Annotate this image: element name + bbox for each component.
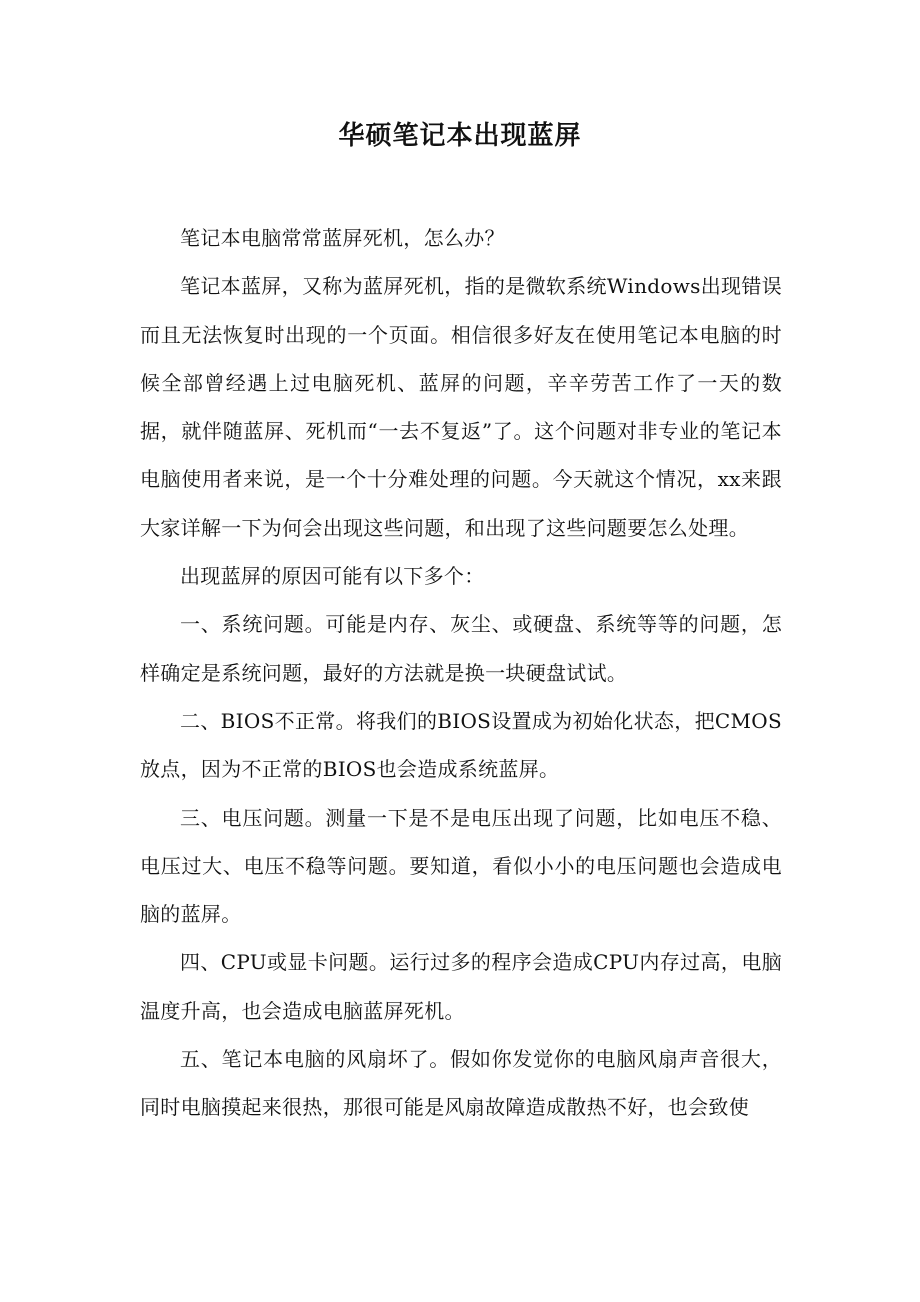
paragraph-cause-cpu-gpu: 四、CPU或显卡问题。运行过多的程序会造成CPU内存过高，电脑温度升高，也会造成电脑蓝屏死机。	[140, 950, 782, 1023]
paragraph-question: 笔记本电脑常常蓝屏死机，怎么办？	[180, 226, 505, 250]
paragraph-causes-heading: 出现蓝屏的原因可能有以下多个：	[180, 564, 485, 589]
paragraph-cause-fan: 五、笔记本电脑的风扇坏了。假如你发觉你的电脑风扇声音很大，同时电脑摸起来很热，那很可能是风扇故障造成散热不好，也会致使	[140, 1047, 782, 1120]
document-title: 华硕笔记本出现蓝屏	[338, 121, 582, 151]
paragraph-cause-voltage: 三、电压问题。测量一下是不是电压出现了问题，比如电压不稳、电压过大、电压不稳等问题。要知道，看似小小的电压问题也会造成电脑的蓝屏。	[140, 805, 782, 927]
paragraph-cause-system: 一、系统问题。可能是内存、灰尘、或硬盘、系统等等的问题，怎样确定是系统问题，最好的方法就是换一块硬盘试试。	[140, 612, 782, 685]
paragraph-cause-bios: 二、BIOS不正常。将我们的BIOS设置成为初始化状态，把CMOS放点，因为不正常的BIOS也会造成系统蓝屏。	[140, 708, 782, 782]
paragraph-intro: 笔记本蓝屏，又称为蓝屏死机，指的是微软系统Windows出现错误而且无法恢复时出现的一个页面。相信很多好友在使用笔记本电脑的时候全部曾经遇上过电脑死机、蓝屏的问题，辛辛劳苦工作了一天的数据，就伴随蓝屏、死机而“一去不复返”了。这个问题对非专业的笔记本电脑使用者来说，是一个十分难处理的问题。今天就这个情况，xx来跟大家详解一下为何会出现这些问题，和出现了这些问题要怎么处理。	[140, 274, 782, 540]
document-body	[140, 214, 782, 1132]
